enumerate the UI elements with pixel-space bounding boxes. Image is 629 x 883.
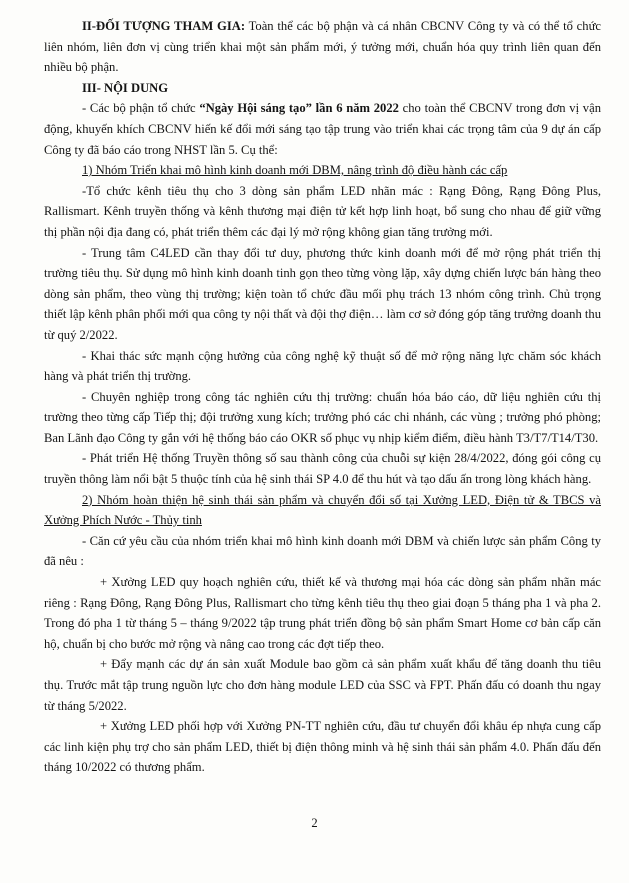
page-number: 2 bbox=[311, 816, 318, 830]
section-heading-content bbox=[44, 78, 601, 99]
group2-intro: - Căn cứ yêu cầu của nhóm triển khai mô hình kinh doanh mới DBM và chiến lược sản phẩm Công ty đã nêu : bbox=[44, 533, 601, 569]
group1-item: - Khai thác sức mạnh cộng hưởng của công nghệ kỹ thuật số để mở rộng năng lực chăm sóc khách hàng và phát triển thị trường. bbox=[44, 348, 601, 384]
participants-text: Toàn thể các bộ phận và cá nhân CBCNV Công ty và có thể tổ chức liên nhóm, liên đơn vị cùng triển khai một sản phẩm mới, ý tưởng mới, chuẩn hóa quy trình liên quan đến nhiều bộ phận. bbox=[44, 19, 601, 75]
group2-item: + Xưởng LED quy hoạch nghiên cứu, thiết kế và thương mại hóa các dòng sản phẩm nhãn mác riêng : Rạng Đông, Rạng Đông Plus, Rallismart cho từng kênh tiêu thụ theo giai đoạn 5 tháng pha 1 và pha 2. Trong đó pha 1 từ tháng 5 – tháng 9/2022 tập trung phát triển đồng bộ sản phẩm Smart Home cơ bản cấp căn hộ, chuẩn bị cho bước mở rộng và nâng cao trong các đợt tiếp theo. bbox=[44, 575, 601, 651]
group1-title bbox=[44, 160, 601, 181]
content-intro bbox=[44, 98, 601, 160]
group1-item: -Tổ chức kênh tiêu thụ cho 3 dòng sản phẩm LED nhãn mác : Rạng Đông, Rạng Đông Plus, Rallismart. Kênh truyền thống và kênh thương mại điện tử kết hợp linh hoạt, bổ sung cho nhau để giữ vững thị phần nội địa đang có, phát triển thêm các đại lý mở rộng không gian tăng trưởng mới. bbox=[44, 183, 601, 239]
document-body bbox=[44, 16, 601, 778]
group1-item: - Phát triển Hệ thống Truyền thông số sau thành công của chuỗi sự kiện 28/4/2022, đóng gói công cụ truyền thông làm nổi bật 5 thuộc tính của hệ sinh thái SP 4.0 để thu hút và tạo dấu ấn trong lòng khách hàng. bbox=[44, 451, 601, 487]
group2-item: + Xưởng LED phối hợp với Xưởng PN-TT nghiên cứu, đầu tư chuyển đổi khâu ép nhựa cung cấp các linh kiện phụ trợ cho sản phẩm LED, thiết bị điện thông minh và hệ sinh thái sản phẩm 4.0. Phấn đấu đến tháng 10/2022 có thương phẩm. bbox=[44, 719, 601, 775]
content-intro-end: cho toàn thể CBCNV trong đơn vị vận động, khuyến khích CBCNV hiến kế đổi mới sáng tạo tập trung vào triển khai các trọng tâm của 9 dự án cấp Công ty đã báo cáo trong NHST lần 5. Cụ thể: bbox=[44, 101, 601, 157]
group1-title-text: 1) Nhóm Triển khai mô hình kinh doanh mới DBM, nâng trình độ điều hành các cấp bbox=[82, 163, 508, 178]
group2-title-text: 2) Nhóm hoàn thiện hệ sinh thái sản phẩm và chuyển đổi số tại Xưởng LED, Điện tử & TBCS và Xưởng Phích Nước - Thủy tinh bbox=[44, 492, 601, 528]
section-heading-content-label: III- NỘI DUNG bbox=[82, 80, 169, 95]
group1-item: - Trung tâm C4LED cần thay đổi tư duy, phương thức kinh doanh mới để mở rộng phát triển thị trường tiêu thụ. Sử dụng mô hình kinh doanh tinh gọn theo từng vòng lặp, xây dựng chiến lược bán hàng theo dòng sản phẩm, theo vùng thị trường; kiện toàn tổ chức đầu mối phụ trách 13 nhóm công trình. Chủ trọng thiết lập kênh phân phối mới qua công ty nội thất và đội thợ điện… làm cơ sở đóng góp tăng trưởng doanh thu từ quý 2/2022. bbox=[44, 245, 601, 342]
group2-title bbox=[44, 490, 601, 531]
section-heading-participants: II-ĐỐI TƯỢNG THAM GIA: bbox=[82, 19, 246, 33]
event-name: “Ngày Hội sáng tạo” lần 6 năm 2022 bbox=[199, 101, 399, 116]
section-participants bbox=[44, 16, 601, 78]
content-intro-start: - Các bộ phận tổ chức bbox=[82, 101, 200, 116]
group1-item: - Chuyên nghiệp trong công tác nghiên cứu thị trường: chuẩn hóa báo cáo, dữ liệu nghiên cứu thị trường theo từng cấp Tiếp thị; đội trưởng xung kích; trưởng phó các chi nhánh, các vùng ; trưởng phó phòng; Ban Lãnh đạo Công ty gắn với hệ thống báo cáo OKR số phục vụ nhịp kiểm điểm, điều hành T3/T7/T14/T30. bbox=[44, 389, 601, 445]
group2-item: + Đẩy mạnh các dự án sản xuất Module bao gồm cả sản phẩm xuất khẩu để tăng doanh thu tiêu thụ. Trước mắt tập trung nguồn lực cho đơn hàng module LED của SSC và FPT. Phấn đấu có doanh thu ngay từ tháng 5/2022. bbox=[44, 657, 601, 713]
